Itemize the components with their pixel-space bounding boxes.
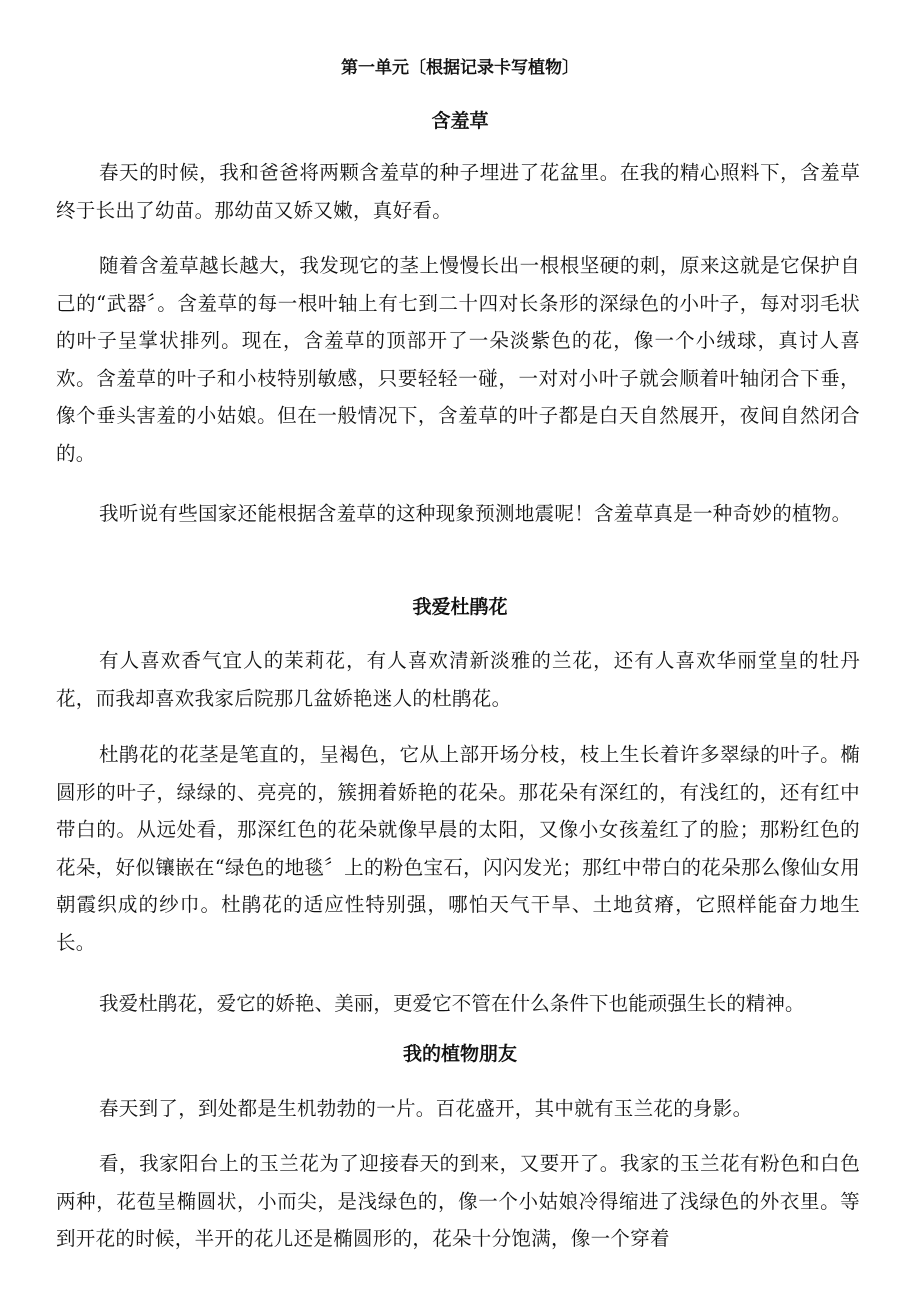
paragraph: 看，我家阳台上的玉兰花为了迎接春天的到来，又要开了。我家的玉兰花有粉色和白色两种，花苞呈椭圆状，小而尖，是浅绿色的，像一个小姑娘冷得缩进了浅绿色的外衣里。等到开花的时候，半开的花儿还是椭圆形的，花朵十分饱满，像一个穿着 — [56, 1152, 860, 1250]
section-title-plant-friend: 我的植物朋友 — [402, 1043, 517, 1065]
paragraph: 随着含羞草越长越大，我发现它的茎上慢慢长出一根根坚硬的刺，原来这就是它保护自己的“武器〞。含羞草的每一根叶轴上有七到二十四对长条形的深绿色的小叶子，每对羽毛状的叶子呈掌状排列。现在，含羞草的顶部开了一朵淡紫色的花，像一个小绒球，真讨人喜欢。含羞草的叶子和小枝特别敏感，只要轻轻一碰，一对对小叶子就会顺着叶轴闭合下垂，像个垂头害羞的小姑娘。但在一般情况下，含羞草的叶子都是白天自然展开，夜间自然闭合的。 — [56, 254, 860, 465]
section-title-azalea: 我爱杜鹃花 — [412, 596, 508, 618]
paragraph: 我听说有些国家还能根据含羞草的这种现象预测地震呢！含羞草真是一种奇妙的植物。 — [99, 502, 852, 525]
unit-title: 第一单元〔根据记录卡写植物〕 — [341, 58, 579, 78]
paragraph: 杜鹃花的花茎是笔直的，呈褐色，它从上部开场分枝，枝上生长着许多翠绿的叶子。椭圆形的叶子，绿绿的、亮亮的，簇拥着娇艳的花朵。那花朵有深红的，有浅红的，还有红中带白的。从远处看，那深红色的花朵就像早晨的太阳，又像小女孩羞红了的脸；那粉红色的花朵，好似镶嵌在“绿色的地毯〞上的粉色宝石，闪闪发光；那红中带白的花朵那么像仙女用朝霞织成的纱巾。杜鹃花的适应性特别强，哪怕天气干旱、土地贫瘠，它照样能奋力地生长。 — [56, 743, 860, 954]
paragraph: 我爱杜鹃花，爱它的娇艳、美丽，更爱它不管在什么条件下也能顽强生长的精神。 — [99, 992, 805, 1015]
paragraph: 有人喜欢香气宜人的茉莉花，有人喜欢清新淡雅的兰花，还有人喜欢华丽堂皇的牡丹花，而我却喜欢我家后院那几盆娇艳迷人的杜鹃花。 — [56, 649, 860, 710]
paragraph: 春天的时候，我和爸爸将两颗含羞草的种子埋进了花盆里。在我的精心照料下，含羞草终于长出了幼苗。那幼苗又娇又嫩，真好看。 — [56, 161, 860, 222]
paragraph: 春天到了，到处都是生机勃勃的一片。百花盛开，其中就有玉兰花的身影。 — [99, 1097, 753, 1120]
section-title-mimosa: 含羞草 — [431, 110, 489, 132]
